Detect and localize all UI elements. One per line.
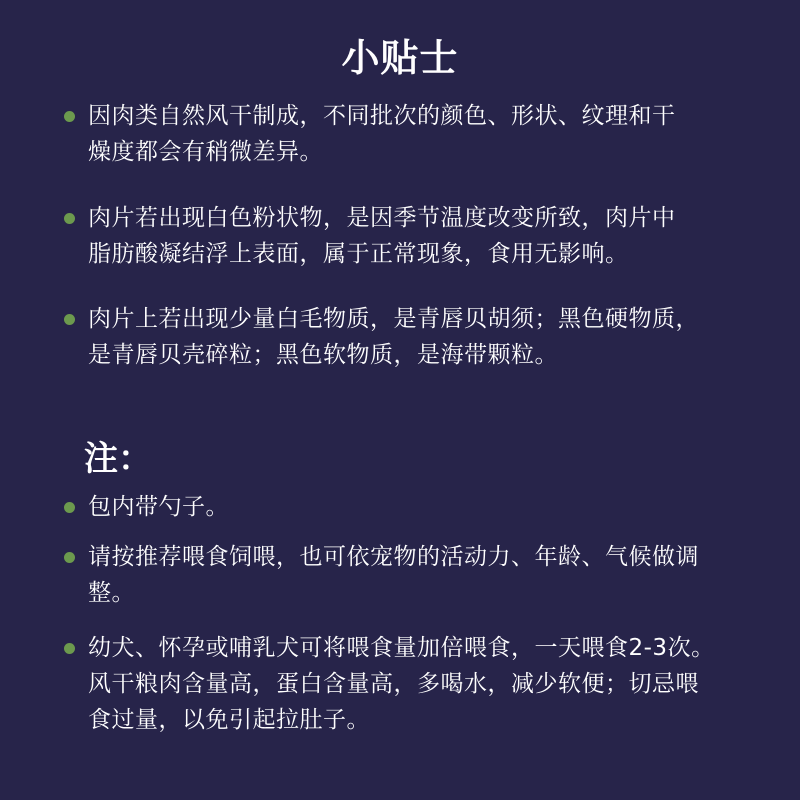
page-title: 小贴士 xyxy=(341,36,459,80)
list-item-line: 幼犬、怀孕或哺乳犬可将喂食量加倍喂食，一天喂食2-3次。 xyxy=(88,635,715,661)
list-item xyxy=(88,301,768,373)
notes-heading: 注： xyxy=(84,439,152,479)
list-item xyxy=(88,200,768,272)
list-item-line: 包内带勺子。 xyxy=(88,494,229,520)
list-item-line: 是青唇贝壳碎粒；黑色软物质，是海带颗粒。 xyxy=(88,342,558,368)
list-item-line: 请按推荐喂食饲喂，也可依宠物的活动力、年龄、气候做调 xyxy=(88,544,699,570)
list-item-line: 肉片若出现白色粉状物，是因季节温度改变所致，肉片中 xyxy=(88,205,676,231)
list-item xyxy=(88,98,768,170)
list-item xyxy=(88,630,768,738)
list-item xyxy=(88,489,768,525)
bullet-icon xyxy=(64,643,75,654)
bullet-icon xyxy=(64,552,75,563)
list-item-line: 脂肪酸凝结浮上表面，属于正常现象，食用无影响。 xyxy=(88,241,629,267)
list-item-line: 食过量，以免引起拉肚子。 xyxy=(88,707,370,733)
list-item-line: 风干粮肉含量高，蛋白含量高，多喝水，减少软便；切忌喂 xyxy=(88,671,699,697)
list-item-line: 肉片上若出现少量白毛物质，是青唇贝胡须；黑色硬物质， xyxy=(88,306,699,332)
bullet-icon xyxy=(64,502,75,513)
list-item-line: 整。 xyxy=(88,580,135,606)
bullet-icon xyxy=(64,213,75,224)
bullet-icon xyxy=(64,314,75,325)
list-item-line: 燥度都会有稍微差异。 xyxy=(88,139,323,165)
list-item-line: 因肉类自然风干制成，不同批次的颜色、形状、纹理和干 xyxy=(88,103,676,129)
list-item xyxy=(88,539,768,611)
bullet-icon xyxy=(64,111,75,122)
